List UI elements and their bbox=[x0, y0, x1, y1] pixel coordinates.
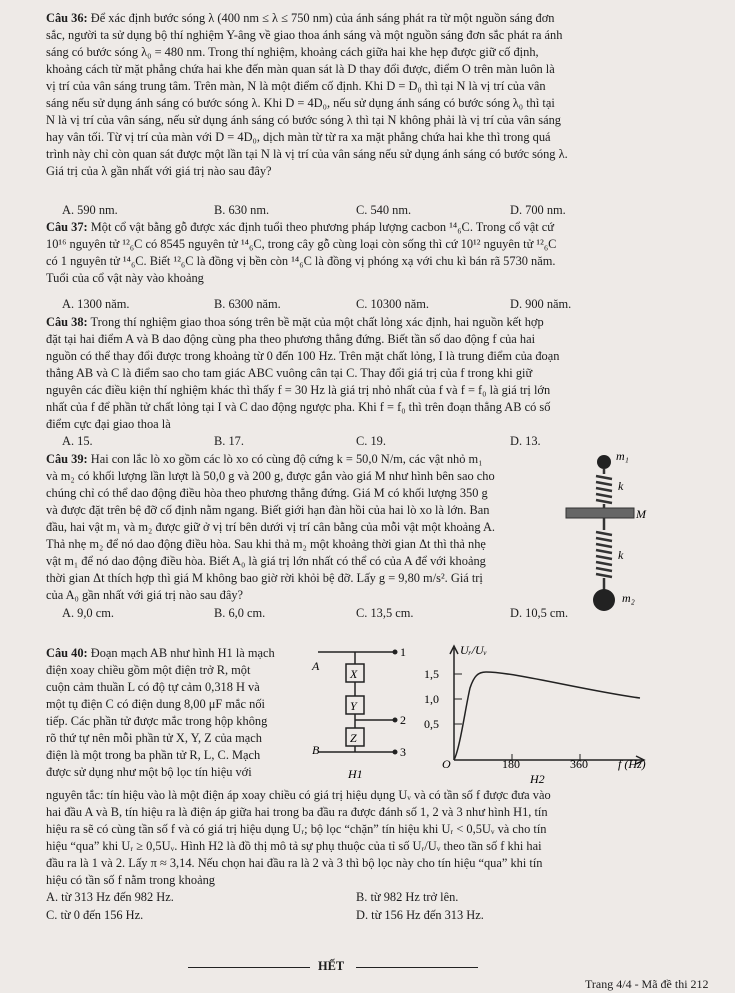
answer-option[interactable]: A. 9,0 cm. bbox=[62, 606, 114, 620]
text-line: vật m₁ để nó dao động điều hòa. Biết A₀ là giá trị lớn nhất có thể có của A để với khoảng bbox=[46, 554, 486, 568]
text-line: của A₀ gần nhất với giá trị nào sau đây? bbox=[46, 588, 244, 602]
answer-option[interactable]: A. từ 313 Hz đến 982 Hz. bbox=[46, 890, 174, 904]
answer-option[interactable]: B. 6300 năm. bbox=[214, 297, 281, 311]
xtick-2: 360 bbox=[570, 757, 588, 771]
answer-option[interactable]: B. 630 nm. bbox=[214, 203, 270, 217]
ytick-3: 0,5 bbox=[424, 717, 439, 731]
circuit-h1-figure bbox=[310, 646, 410, 786]
k-top-label: k bbox=[618, 479, 624, 493]
mass-m1-ball bbox=[597, 455, 611, 469]
text-line: trình này chỉ còn quan sát được một lần tại N là vị trí của vân sáng nếu sử dụng ánh sáng có bước sóng λ. bbox=[46, 147, 568, 161]
text-line: điểm cực đại giao thoa là bbox=[46, 417, 171, 431]
text-line: khoảng cách từ mặt phẳng chứa hai khe đến màn quan sát là D thay đổi được, điểm O trên màn luôn là bbox=[46, 62, 555, 76]
answer-option[interactable]: C. 13,5 cm. bbox=[356, 606, 414, 620]
m2-label: m₂ bbox=[622, 591, 635, 605]
answer-option[interactable]: D. 10,5 cm. bbox=[510, 606, 569, 620]
text-line: điện xoay chiều gồm một điện trở R, một bbox=[46, 663, 251, 677]
mass-m2-ball bbox=[593, 589, 615, 611]
answer-option[interactable]: A. 15. bbox=[62, 434, 93, 448]
text-line: hai đầu A và B, tín hiệu ra là điện áp giữa hai trong ba đầu ra được đánh số 1, 2 và 3 như hình H1, tín bbox=[46, 805, 548, 819]
spring-bottom bbox=[596, 518, 612, 590]
text-line: hiệu “qua” khi Uᵣ ≥ 0,5Uᵥ. Hình H2 là đồ thị mô tả sự phụ thuộc của tỉ số Uᵣ/Uᵥ theo tần số f khi hai bbox=[46, 839, 542, 853]
page-footer: Trang 4/4 - Mã đề thi 212 bbox=[585, 977, 709, 991]
ytick-1: 1,5 bbox=[424, 667, 439, 681]
text-line: đặt tại hai điểm A và B dao động cùng pha theo phương thẳng đứng. Biết tần số dao động f của hai bbox=[46, 332, 536, 346]
caption-h1: H1 bbox=[348, 767, 363, 781]
text-line: thẳng AB và C là điểm sao cho tam giác ABC vuông cân tại C. Thay đổi giá trị của f trong khi giữ bbox=[46, 366, 533, 380]
answer-option[interactable]: B. 17. bbox=[214, 434, 244, 448]
answer-option[interactable]: C. 19. bbox=[356, 434, 386, 448]
ratio-curve bbox=[454, 672, 640, 760]
answer-option[interactable]: A. 590 nm. bbox=[62, 203, 118, 217]
xtick-1: 180 bbox=[502, 757, 520, 771]
answer-option[interactable]: B. từ 982 Hz trở lên. bbox=[356, 890, 459, 904]
graph-h2-figure bbox=[422, 640, 662, 790]
text-line: sắc, người ta sử dụng bộ thí nghiệm Y-âng về giao thoa ánh sáng và một nguồn sáng đơn sắc phát ra ánh bbox=[46, 28, 563, 42]
text-line: sáng có bước sóng λ₀ = 480 nm. Trong thí nghiệm, khoảng cách giữa hai khe hẹp được giữ cố định, bbox=[46, 45, 539, 59]
text-line: đầu, hai vật m₁ và m₂ được giữ ở vị trí bên dưới vị trí cân bằng của mỗi vật một khoảng A. bbox=[46, 520, 495, 534]
text-line: Câu 37: Một cổ vật bằng gỗ được xác định tuổi theo phương pháp lượng cacbon ¹⁴₆C. Trong cổ vật cứ bbox=[46, 220, 554, 234]
text-line: vị trí của vân sáng trung tâm. Trên màn, N là một điểm cố định. Khi D = D₀ thì tại N là vị trí của vân bbox=[46, 79, 546, 93]
answer-option[interactable]: D. từ 156 Hz đến 313 Hz. bbox=[356, 908, 484, 922]
text-line: Câu 39: Hai con lắc lò xo gồm các lò xo có cùng độ cứng k = 50,0 N/m, các vật nhỏ m₁ bbox=[46, 452, 483, 466]
end-rule-left bbox=[188, 967, 310, 968]
label-B: B bbox=[312, 743, 320, 757]
answer-option[interactable]: B. 6,0 cm. bbox=[214, 606, 266, 620]
spring-pendulum-figure bbox=[560, 446, 650, 616]
text-line: Thả nhẹ m₂ để nó dao động điều hòa. Sau khi thả m₂ một khoảng thời gian Δt thì thả nhẹ bbox=[46, 537, 486, 551]
text-line: hiệu ra sẽ có cùng tần số f và có giá trị hiệu dụng Uᵣ; bộ lọc “chặn” tín hiệu khi Uᵣ < 0,5Uᵥ và cho tín bbox=[46, 822, 547, 836]
answer-option[interactable]: D. 13. bbox=[510, 434, 541, 448]
text-line: nguồn có thể thay đổi được trong khoảng từ 0 đến 100 Hz. Trên mặt chất lỏng, I là trung điểm của đoạn bbox=[46, 349, 560, 363]
text-line: cuộn cảm thuần L có độ tự cảm 0,318 H và bbox=[46, 680, 260, 694]
text-line: nguyên các điều kiện thí nghiệm khác thì thấy f = 30 Hz là giá trị nhỏ nhất của f và f = f₀ là giá trị lớn bbox=[46, 383, 551, 397]
text-line: tiếp. Các phần tử được mắc trong hộp không bbox=[46, 714, 268, 728]
text-line: chúng chỉ có thể dao động điều hòa theo phương thẳng đứng. Giá M có khối lượng 350 g bbox=[46, 486, 488, 500]
answer-option[interactable]: C. 10300 năm. bbox=[356, 297, 429, 311]
text-line: một tụ điện C có điện dung 8,00 μF mắc nối bbox=[46, 697, 265, 711]
k-bottom-label: k bbox=[618, 548, 624, 562]
text-line: Tuổi của cổ vật này vào khoảng bbox=[46, 271, 204, 285]
origin-label: O bbox=[442, 757, 451, 771]
label-X: X bbox=[350, 667, 358, 681]
text-line: thời gian Δt thích hợp thì giá M không bao giờ rời khỏi bệ đỡ. Lấy g = 9,80 m/s². Giá trị bbox=[46, 571, 483, 585]
text-line: nguyên tắc: tín hiệu vào là một điện áp xoay chiều có giá trị hiệu dụng Uᵥ và có tần số f được đưa vào bbox=[46, 788, 551, 802]
text-line: có 1 nguyên tử ¹⁴₆C. Biết ¹²₆C là đồng vị bền còn ¹⁴₆C là đồng vị phóng xạ với chu kì bán rã 5730 năm. bbox=[46, 254, 556, 268]
answer-option[interactable]: C. từ 0 đến 156 Hz. bbox=[46, 908, 144, 922]
text-line: hiệu có tần số f nằm trong khoảng bbox=[46, 873, 215, 887]
terminal-1: 1 bbox=[400, 646, 406, 659]
text-line: Câu 36: Để xác định bước sóng λ (400 nm ≤ λ ≤ 750 nm) của ánh sáng phát ra từ một nguồn sáng đơn bbox=[46, 11, 555, 25]
label-Z: Z bbox=[350, 731, 357, 745]
text-line: rõ thứ tự nên mỗi phần tử X, Y, Z của mạch bbox=[46, 731, 262, 745]
text-line: Câu 38: Trong thí nghiệm giao thoa sóng trên bề mặt của một chất lỏng xác định, hai nguồn kết hợp bbox=[46, 315, 544, 329]
end-label: HẾT bbox=[318, 959, 345, 973]
text-line: nhất của f để phần tử chất lỏng tại I và C dao động ngược pha. Khi f = f₀ thì trên đoạn thẳng AB có số bbox=[46, 400, 551, 414]
graph-ylabel: Uᵣ/Uᵥ bbox=[460, 643, 487, 657]
terminal-2: 2 bbox=[400, 713, 406, 727]
terminal-3: 3 bbox=[400, 745, 406, 759]
text-line: sáng nếu sử dụng ánh sáng có bước sóng λ. Khi D = 4D₀, nếu sử dụng ánh sáng có bước sóng λ₀ thì tại bbox=[46, 96, 555, 110]
end-rule-right bbox=[356, 967, 478, 968]
text-line: được sử dụng như một bộ lọc tín hiệu với bbox=[46, 765, 252, 779]
ytick-2: 1,0 bbox=[424, 692, 439, 706]
text-line: đầu ra là 1 và 2. Lấy π ≈ 3,14. Nếu chọn hai đầu ra là 2 và 3 thì bộ lọc này cho tín hiệu “qua” khi tín bbox=[46, 856, 543, 870]
text-line: và m₂ có khối lượng lần lượt là 50,0 g và 200 g, được gắn vào giá M như hình bên sao cho bbox=[46, 469, 495, 483]
answer-option[interactable]: D. 900 năm. bbox=[510, 297, 572, 311]
text-line: Câu 40: Đoạn mạch AB như hình H1 là mạch bbox=[46, 646, 275, 660]
answer-option[interactable]: D. 700 nm. bbox=[510, 203, 566, 217]
label-A: A bbox=[312, 659, 320, 673]
graph-xlabel: f (Hz) bbox=[618, 757, 646, 771]
text-line: điện là một trong ba phần tử R, L, C. Mạch bbox=[46, 748, 261, 762]
text-line: hay vân tối. Từ vị trí của màn với D = 4D₀, dịch màn từ từ ra xa mặt phẳng chứa hai khe thì trong quá bbox=[46, 130, 551, 144]
text-line: và được đặt trên bệ đỡ cố định nằm ngang. Biết giới hạn đàn hồi của hai lò xo là lớn. Ban bbox=[46, 503, 490, 517]
caption-h2: H2 bbox=[530, 772, 545, 786]
spring-top bbox=[596, 469, 612, 508]
text-line: Giá trị của λ gần nhất với giá trị nào sau đây? bbox=[46, 164, 272, 178]
label-Y: Y bbox=[350, 699, 357, 713]
text-line: N là vị trí của vân sáng, nếu sử dụng ánh sáng có bước sóng λ thì tại N không phải là vị trí của vân sáng bbox=[46, 113, 561, 127]
M-label: M bbox=[636, 507, 646, 521]
answer-option[interactable]: C. 540 nm. bbox=[356, 203, 412, 217]
text-line: 10¹⁶ nguyên tử ¹²₆C có 8545 nguyên tử ¹⁴₆C, trong cây gỗ cùng loại còn sống thì cứ 10¹² nguyên tử ¹²₆C bbox=[46, 237, 557, 251]
support-M bbox=[566, 508, 634, 518]
answer-option[interactable]: A. 1300 năm. bbox=[62, 297, 130, 311]
m1-label: m₁ bbox=[616, 449, 629, 463]
